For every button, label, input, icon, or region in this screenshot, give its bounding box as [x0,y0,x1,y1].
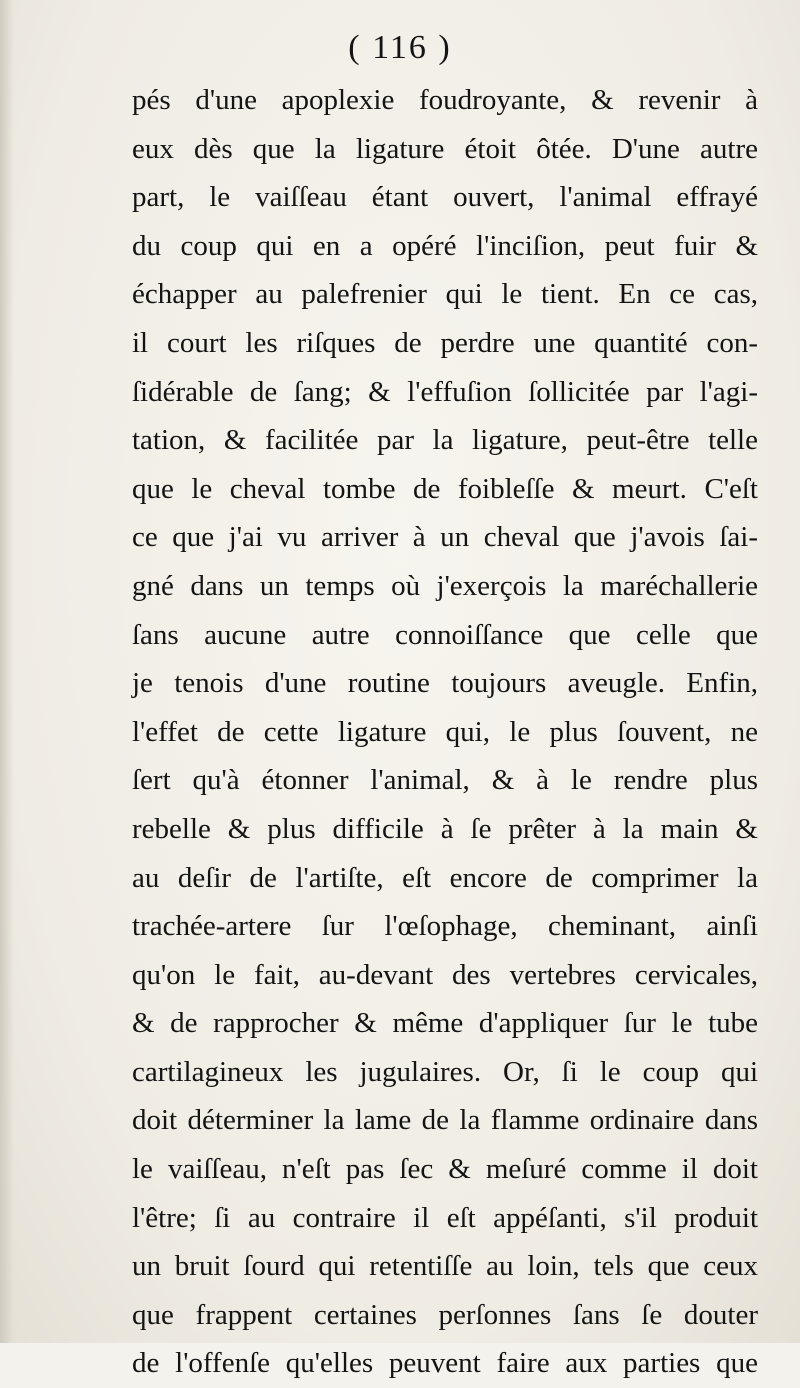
page-edge-shadow [0,0,14,1343]
text-line: qu'on le fait, au-devant des vertebres cervicales, [132,958,758,991]
text-line: l'être; ſi au contraire il eſt appéſanti, s'il produit [132,1201,758,1234]
text-line: tation, & facilitée par la ligature, peut-être telle [132,424,758,457]
text-line: de l'offenſe qu'elles peuvent faire aux parties que [132,1347,758,1380]
text-line: & de rapprocher & même d'appliquer ſur le tube [132,1007,758,1040]
text-line: ſidérable de ſang; & l'effuſion ſollicitée par l'agi- [132,375,758,408]
text-line: ſert qu'à étonner l'animal, & à le rendre plus [132,764,758,797]
page-number: ( 116 ) [348,29,452,66]
text-line: il court les riſques de perdre une quantité con- [132,326,758,359]
text-line: ce que j'ai vu arriver à un cheval que j'avois ſai- [132,521,758,554]
text-line: que le cheval tombe de foibleſſe & meurt. C'eſt [132,472,758,505]
text-line: du coup qui en a opéré l'inciſion, peut fuir & [132,229,758,262]
text-line: le vaiſſeau, n'eſt pas ſec & meſuré comme il doit [132,1153,758,1186]
text-line: l'effet de cette ligature qui, le plus ſouvent, ne [132,715,758,748]
text-line: au deſir de l'artiſte, eſt encore de comprimer la [132,861,758,894]
text-line: que frappent certaines perſonnes ſans ſe douter [132,1298,758,1331]
text-line: échapper au palefrenier qui le tient. En ce cas, [132,278,758,311]
text-line: rebelle & plus difficile à ſe prêter à la main & [132,812,758,845]
text-line: ſans aucune autre connoiſſance que celle que [132,618,758,651]
text-line: un bruit ſourd qui retentiſſe au loin, tels que ceux [132,1250,758,1283]
body-text [132,76,758,1388]
text-line: eux dès que la ligature étoit ôtée. D'une autre [132,132,758,165]
text-line: doit déterminer la lame de la flamme ordinaire dans [132,1104,758,1137]
text-line: trachée-artere ſur l'œſophage, cheminant, ainſi [132,910,758,943]
text-line: cartilagineux les jugulaires. Or, ſi le coup qui [132,1055,758,1088]
text-line: part, le vaiſſeau étant ouvert, l'animal effrayé [132,181,758,214]
text-line: gné dans un temps où j'exerçois la maréchallerie [132,569,758,602]
text-line: je tenois d'une routine toujours aveugle. Enfin, [132,667,758,700]
text-line: pés d'une apoplexie foudroyante, & revenir à [132,84,758,116]
